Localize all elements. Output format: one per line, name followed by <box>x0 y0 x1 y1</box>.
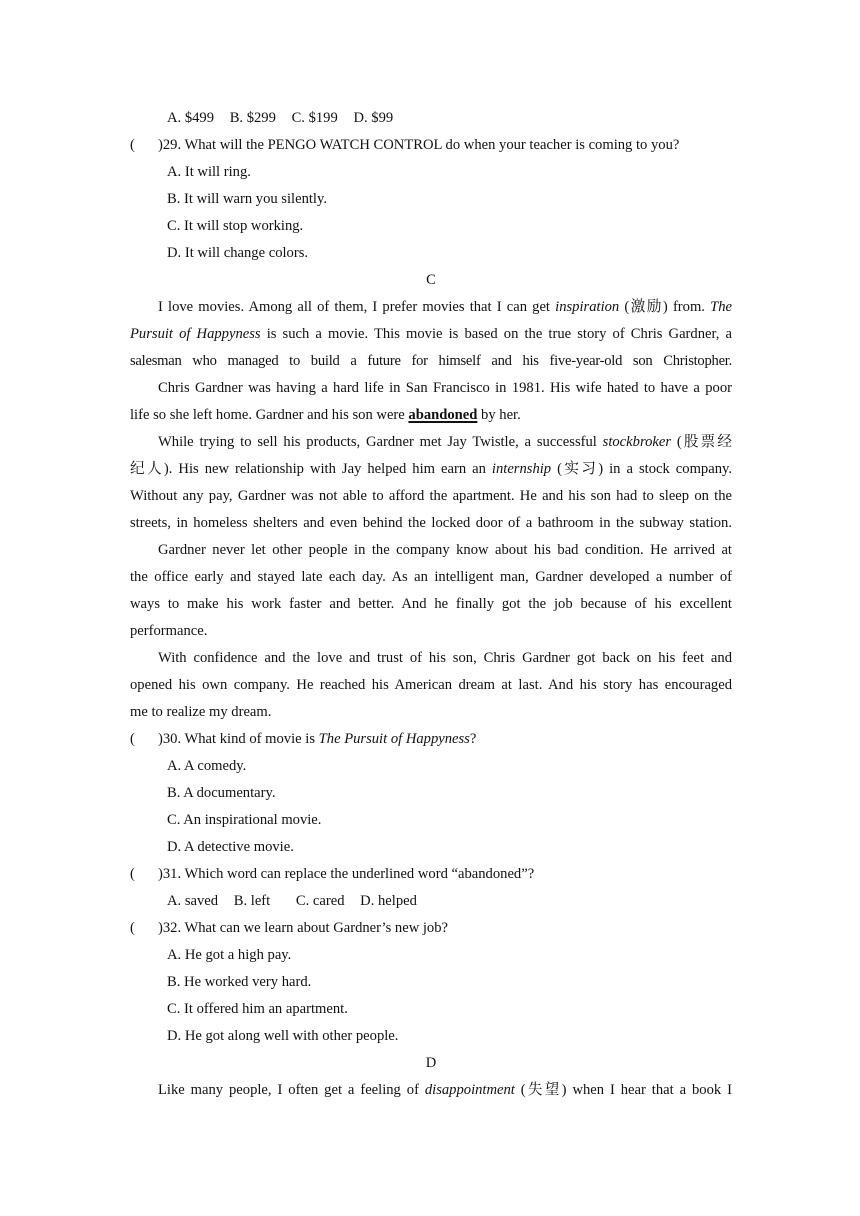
q29-option-d: D. It will change colors. <box>167 245 309 261</box>
passage-c-line: the office early and stayed late each day. As an intelligent man, Gardner developed a number of <box>130 569 732 585</box>
q30-question: ( )30. What kind of movie is The Pursuit of Happyness? <box>130 731 477 747</box>
q31-options <box>167 892 732 910</box>
passage-c-line: ways to make his work faster and better. And he finally got the job because of his excellent <box>130 596 732 612</box>
q32-question: ( )32. What can we learn about Gardner’s new job? <box>130 920 449 936</box>
q28-option-b: B. $299 <box>229 110 276 126</box>
passage-c-line: me to realize my dream. <box>130 704 272 720</box>
q29-option-c: C. It will stop working. <box>167 218 304 234</box>
q28-option-a: A. $499 <box>167 110 215 126</box>
passage-c-line: I love movies. Among all of them, I prefer movies that I can get inspiration (激励) from. The <box>158 299 733 315</box>
passage-c-line: 纪人). His new relationship with Jay helped him earn an internship (实习) in a stock company. <box>130 461 732 477</box>
q30-option-c: C. An inspirational movie. <box>167 812 322 828</box>
passage-c-line: Chris Gardner was having a hard life in San Francisco in 1981. His wife hated to have a poor <box>158 380 732 396</box>
q32-option-c: C. It offered him an apartment. <box>167 1001 348 1017</box>
q29-option-b: B. It will warn you silently. <box>167 191 327 207</box>
q30-answer-blank: ( <box>130 731 135 747</box>
q29-answer-blank: ( <box>130 137 135 153</box>
q31-option-a: A. saved <box>167 893 219 909</box>
q28-option-c: C. $199 <box>291 110 338 126</box>
q30-option-a: A. A comedy. <box>167 758 247 774</box>
q28-options <box>167 109 732 127</box>
q28-option-d: D. $99 <box>353 110 394 126</box>
passage-c-line: While trying to sell his products, Gardner met Jay Twistle, a successful stockbroker (股票经 <box>158 434 732 450</box>
q31-option-b: B. left <box>233 893 271 909</box>
underlined-word-abandoned: abandoned <box>408 407 478 423</box>
passage-c-line: life so she left home. Gardner and his son were abandoned by her. <box>130 407 521 423</box>
passage-d-line: Like many people, I often get a feeling of disappointment (失望) when I hear that a book I <box>158 1082 732 1098</box>
section-d-heading: D <box>425 1055 437 1071</box>
passage-c-line: Gardner never let other people in the company know about his bad condition. He arrived at <box>158 542 732 558</box>
q29-option-a: A. It will ring. <box>167 164 251 180</box>
q30-option-b: B. A documentary. <box>167 785 276 801</box>
q32-option-d: D. He got along well with other people. <box>167 1028 399 1044</box>
q31-answer-blank: ( <box>130 866 135 882</box>
passage-c-line: With confidence and the love and trust of his son, Chris Gardner got back on his feet and <box>158 650 732 666</box>
q30-option-d: D. A detective movie. <box>167 839 294 855</box>
q31-option-c: C. cared <box>295 893 345 909</box>
q31-option-d: D. helped <box>360 893 417 909</box>
passage-c-line: streets, in homeless shelters and even behind the locked door of a bathroom in the subway station. <box>130 515 732 531</box>
q29-question <box>130 136 732 154</box>
q31-question: ( )31. Which word can replace the underlined word “abandoned”? <box>130 866 535 882</box>
passage-c-line: performance. <box>130 623 208 639</box>
q29-stem: )29. What will the PENGO WATCH CONTROL do when your teacher is coming to you? <box>158 137 680 153</box>
passage-c-line: Without any pay, Gardner was not able to afford the apartment. He and his son had to sleep on the <box>130 488 732 504</box>
q32-answer-blank: ( <box>130 920 135 936</box>
q32-option-a: A. He got a high pay. <box>167 947 292 963</box>
passage-c-line: Pursuit of Happyness is such a movie. This movie is based on the true story of Chris Gardner, a <box>130 326 732 342</box>
q32-option-b: B. He worked very hard. <box>167 974 312 990</box>
passage-c-line: opened his own company. He reached his American dream at last. And his story has encouraged <box>130 677 732 693</box>
section-c-heading: C <box>426 272 436 288</box>
passage-c-line: salesman who managed to build a future for himself and his five-year-old son Christopher. <box>130 353 732 369</box>
